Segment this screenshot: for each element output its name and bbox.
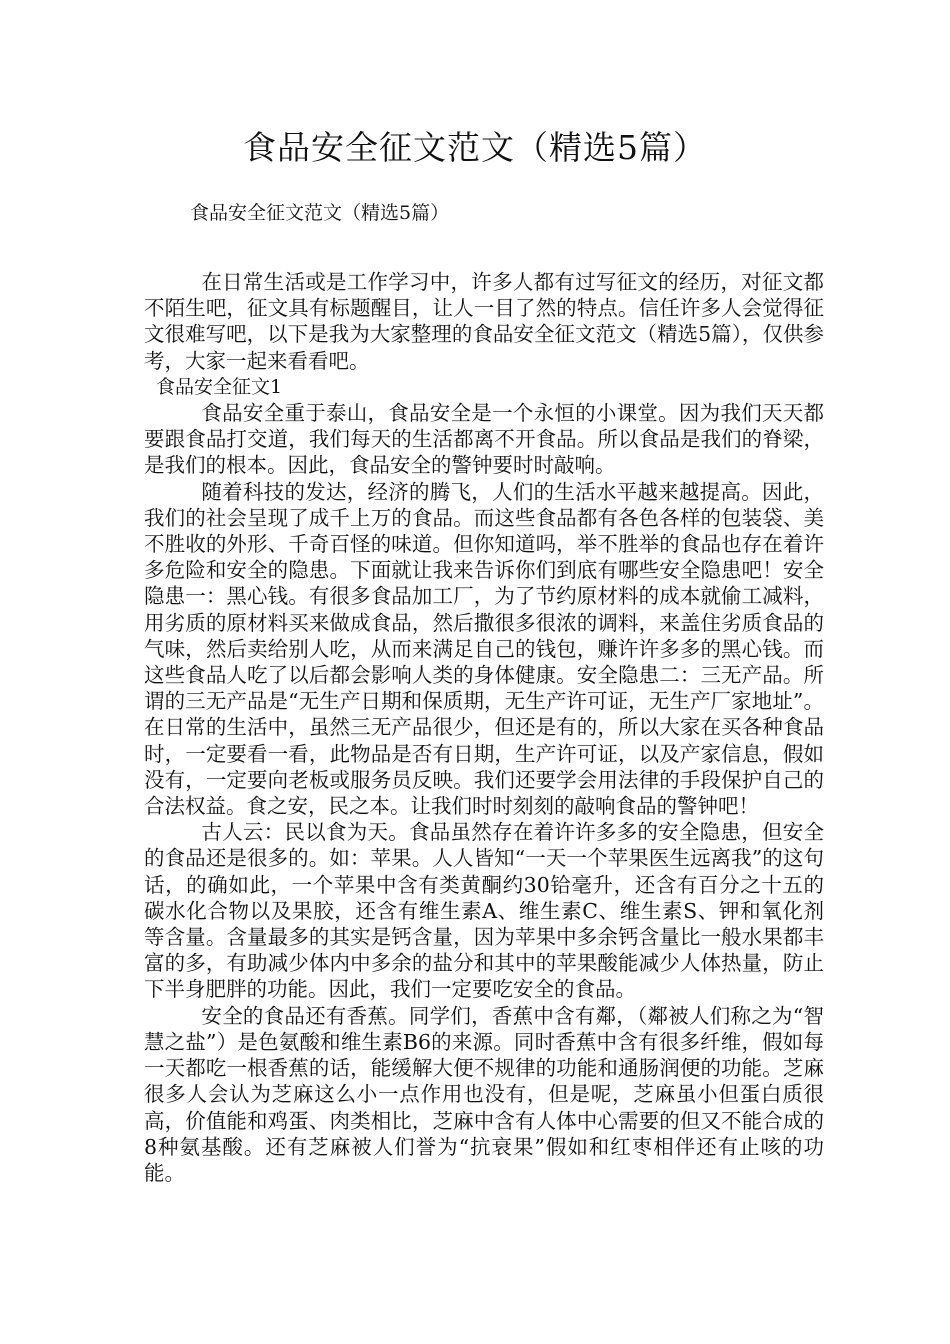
intro-paragraph: 在日常生活或是工作学习中，许多人都有过写征文的经历，对征文都不陌生吧，征文具有标题醒目，让人一目了然的特点。信任许多人会觉得征文很难写吧，以下是我为大家整理的食品安全征文范文（精选5篇），仅供参考，大家一起来看看吧。 bbox=[144, 270, 824, 373]
page-title: 食品安全征文范文（精选5篇） bbox=[243, 128, 707, 167]
body-paragraph-1: 食品安全重于泰山，食品安全是一个永恒的小课堂。因为我们天天都要跟食品打交道，我们每天的生活都离不开食品。所以食品是我们的脊梁，是我们的根本。因此，食品安全的警钟要时时敲响。 bbox=[144, 401, 824, 478]
page-subtitle: 食品安全征文范文（精选5篇） bbox=[190, 202, 450, 224]
document-body bbox=[144, 269, 824, 1186]
body-paragraph-2: 随着科技的发达，经济的腾飞，人们的生活水平越来越提高。因此，我们的社会呈现了成千上万的食品。而这些食品都有各色各样的包装袋、美不胜收的外形、千奇百怪的味道。但你知道吗，举不胜举的食品也存在着许多危险和安全的隐患。下面就让我来告诉你们到底有哪些安全隐患吧！安全隐患一：黑心钱。有很多食品加工厂，为了节约原材料的成本就偷工减料，用劣质的原材料买来做成食品，然后撒很多很浓的调料，来盖住劣质食品的气味，然后卖给别人吃，从而来满足自己的钱包，赚许许多多的黑心钱。而这些食品人吃了以后都会影响人类的身体健康。安全隐患二：三无产品。所谓的三无产品是“无生产日期和保质期，无生产许可证，无生产厂家地址”。在日常的生活中，虽然三无产品很少，但还是有的，所以大家在买各种食品时，一定要看一看，此物品是否有日期，生产许可证，以及产家信息，假如没有，一定要向老板或服务员反映。我们还要学会用法律的手段保护自己的合法权益。食之安，民之本。让我们时时刻刻的敲响食品的警钟吧！ bbox=[144, 479, 824, 819]
body-paragraph-3: 古人云：民以食为天。食品虽然存在着许许多多的安全隐患，但安全的食品还是很多的。如：苹果。人人皆知“一天一个苹果医生远离我”的这句话，的确如此，一个苹果中含有类黄酮约30铪毫升，还含有百分之十五的碳水化合物以及果胶，还含有维生素A、维生素C、维生素S、钾和氧化剂等含量。含量最多的其实是钙含量，因为苹果中多余钙含量比一般水果都丰富的多，有助减少体内中多余的盐分和其中的苹果酸能减少人体热量，防止下半身肥胖的功能。因此，我们一定要吃安全的食品。 bbox=[144, 820, 824, 1002]
section-heading: 食品安全征文1 bbox=[156, 375, 283, 398]
body-paragraph-4: 安全的食品还有香蕉。同学们，香蕉中含有鄰，（鄰被人们称之为“智慧之盐”）是色氨酸和维生素B6的来源。同时香蕉中含有很多纤维，假如每一天都吃一根香蕉的话，能缓解大便不规律的功能和通肠润便的功能。芝麻很多人会认为芝麻这么小一点作用也没有，但是呢，芝麻虽小但蛋白质很高，价值能和鸡蛋、肉类相比，芝麻中含有人体中心需要的但又不能合成的8种氨基酸。还有芝麻被人们誉为“抗衰果”假如和红枣相伴还有止咳的功能。 bbox=[144, 1003, 824, 1185]
